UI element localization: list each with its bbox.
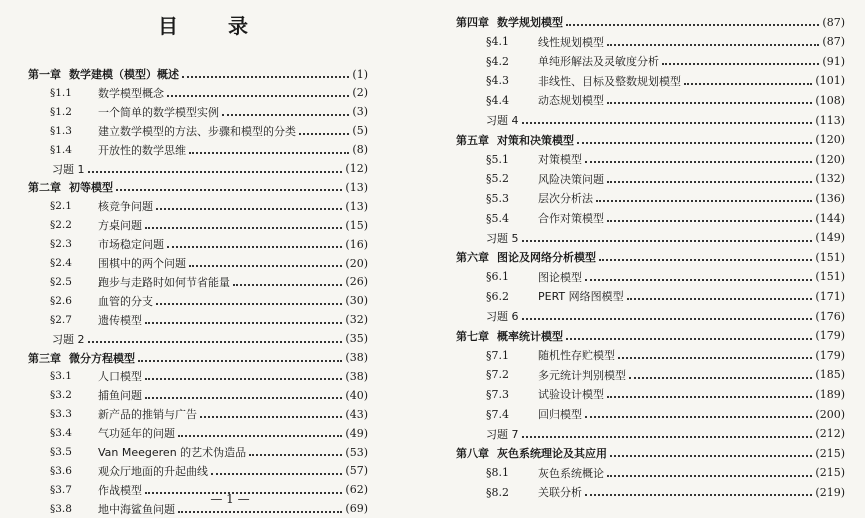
toc-entry-title: 围棋中的两个问题: [98, 257, 186, 270]
toc-entry-number: 第八章: [456, 447, 489, 461]
toc-entry-number: §2.5: [50, 275, 72, 288]
toc-entry-page: (215): [815, 466, 845, 480]
toc-entry-title: 遗传模型: [98, 313, 142, 327]
toc-section-row[interactable]: [456, 72, 845, 90]
toc-entry-number: §3.4: [50, 427, 72, 440]
toc-title-char-2: 录: [228, 14, 248, 38]
toc-entry-page: (136): [815, 191, 845, 205]
toc-entry-title: 捕鱼问题: [98, 389, 142, 403]
dot-leader: [585, 269, 812, 281]
toc-section-row[interactable]: [456, 385, 845, 403]
toc-entry-number: §8.2: [486, 485, 509, 499]
toc-entry-page: (120): [815, 133, 845, 147]
toc-entry-page: (13): [345, 180, 368, 194]
toc-entry-page: (87): [822, 15, 845, 29]
toc-exercise-row[interactable]: [28, 330, 368, 348]
toc-entry-number: §3.7: [50, 483, 72, 496]
toc-entry-page: (13): [345, 199, 368, 213]
toc-section-row[interactable]: [28, 122, 368, 140]
toc-entry-title: 回归模型: [538, 408, 582, 421]
toc-entry-page: (49): [345, 426, 368, 440]
toc-entry-page: (91): [822, 54, 845, 68]
toc-section-row[interactable]: [28, 292, 368, 310]
toc-section-row[interactable]: [456, 209, 845, 227]
toc-entry-number: §3.6: [50, 464, 72, 477]
toc-entry-page: (132): [815, 172, 845, 186]
toc-chapter-row[interactable]: [456, 444, 845, 462]
dot-leader: [156, 198, 342, 210]
toc-section-row[interactable]: [28, 462, 368, 480]
toc-entry-number: 第三章: [28, 351, 61, 365]
toc-chapter-row[interactable]: [456, 327, 845, 345]
toc-entry-number: 第六章: [456, 251, 489, 265]
toc-entry-title: 多元统计判别模型: [538, 368, 626, 382]
toc-entry-number: §1.3: [50, 124, 72, 137]
toc-entry-page: (212): [815, 427, 845, 441]
toc-entry-page: (120): [815, 152, 845, 166]
toc-entry-title: 图论模型: [538, 270, 582, 284]
toc-chapter-row[interactable]: [28, 178, 368, 196]
toc-entry-title: 灰色系统理论及其应用: [497, 447, 607, 461]
toc-chapter-row[interactable]: [28, 349, 368, 367]
toc-entry-page: (8): [352, 143, 368, 157]
toc-entry-number: §4.1: [486, 35, 509, 49]
dot-leader: [138, 350, 342, 362]
toc-section-row[interactable]: [456, 287, 845, 305]
toc-entry-page: (5): [352, 124, 368, 138]
toc-section-row[interactable]: [456, 346, 845, 364]
dot-leader: [116, 179, 342, 191]
toc-section-row[interactable]: [456, 464, 845, 482]
toc-section-row[interactable]: [28, 424, 368, 442]
toc-entry-title: Van Meegeren 的艺术伪造品: [98, 446, 247, 459]
toc-entry-number: §1.2: [50, 105, 72, 118]
dot-leader: [607, 465, 812, 477]
toc-entry-page: (15): [345, 218, 368, 232]
toc-section-row[interactable]: [456, 483, 845, 501]
toc-entry-title: 观众厅地面的升起曲线: [98, 464, 208, 478]
toc-entry-number: 第四章: [456, 16, 489, 29]
toc-entry-title: 人口模型: [98, 370, 142, 384]
dot-leader: [627, 288, 813, 300]
toc-entry-page: (38): [345, 351, 368, 364]
dot-leader: [607, 386, 812, 398]
toc-entry-number: §5.3: [486, 191, 509, 205]
toc-entry-page: (215): [815, 446, 845, 460]
toc-entry-page: (144): [815, 211, 845, 225]
toc-entry-title: 作战模型: [98, 483, 142, 497]
dot-leader: [156, 293, 342, 305]
toc-entry-title: 市场稳定问题: [98, 238, 164, 252]
dot-leader: [596, 190, 812, 202]
toc-section-row[interactable]: [28, 254, 368, 272]
dot-leader: [299, 123, 349, 135]
toc-entry-title: 习题 2: [52, 332, 85, 346]
toc-entry-title: 建立数学模型的方法、步骤和模型的分类: [98, 124, 296, 138]
toc-section-row[interactable]: [28, 405, 368, 423]
toc-chapter-row[interactable]: [456, 248, 845, 266]
dot-leader: [629, 367, 812, 379]
dot-leader: [585, 406, 812, 418]
toc-entry-page: (185): [815, 368, 845, 382]
toc-entry-page: (219): [815, 485, 845, 499]
toc-section-row[interactable]: [456, 405, 845, 423]
toc-section-row[interactable]: [28, 386, 368, 404]
toc-section-row[interactable]: [456, 91, 845, 109]
toc-entry-number: 第七章: [456, 329, 489, 343]
toc-entry-title: 非线性、目标及整数规划模型: [538, 74, 681, 88]
toc-entry-title: 气功延年的问题: [98, 427, 175, 441]
toc-entry-title: 层次分析法: [538, 192, 593, 206]
dot-leader: [222, 104, 349, 116]
toc-entry-number: 第一章: [28, 68, 61, 81]
toc-entry-page: (26): [345, 275, 368, 289]
dot-leader: [522, 308, 813, 320]
toc-entry-page: (200): [815, 407, 845, 421]
toc-entry-page: (32): [345, 313, 368, 327]
toc-entry-page: (40): [345, 388, 368, 402]
dot-leader: [607, 171, 812, 183]
toc-exercise-row[interactable]: [456, 111, 845, 129]
toc-entry-page: (62): [345, 483, 368, 497]
toc-entry-number: §7.4: [486, 407, 509, 421]
toc-entry-number: §2.1: [50, 200, 72, 213]
toc-entry-number: 第二章: [28, 181, 61, 195]
toc-entry-title: 随机性存贮模型: [538, 349, 615, 363]
toc-entry-page: (2): [352, 86, 368, 100]
toc-entry-page: (171): [815, 289, 845, 303]
toc-entry-number: §2.3: [50, 238, 72, 251]
toc-entry-page: (30): [345, 294, 368, 308]
dot-leader: [145, 312, 342, 324]
dot-leader: [607, 210, 812, 222]
toc-entry-page: (69): [345, 502, 368, 516]
toc-section-row[interactable]: [28, 197, 368, 215]
dot-leader: [167, 236, 342, 248]
toc-entry-number: §3.5: [50, 446, 72, 458]
toc-entry-page: (38): [345, 369, 368, 383]
toc-entry-title: 核竞争问题: [98, 200, 153, 214]
toc-section-row[interactable]: [456, 189, 845, 207]
toc-section-row[interactable]: [456, 150, 845, 168]
toc-entry-title: 线性规划模型: [538, 35, 604, 49]
dot-leader: [599, 249, 812, 261]
toc-entry-title: 新产品的推销与广告: [98, 408, 197, 422]
toc-entry-page: (53): [345, 445, 368, 459]
toc-entry-number: §5.1: [486, 152, 509, 166]
toc-entry-title: 习题 1: [52, 162, 85, 176]
toc-chapter-row[interactable]: [456, 13, 845, 31]
dot-leader: [200, 406, 342, 418]
toc-section-row[interactable]: [28, 84, 368, 102]
dot-leader: [585, 151, 812, 163]
toc-entry-page: (16): [345, 237, 368, 251]
toc-entry-page: (35): [345, 332, 368, 346]
toc-entry-title: 试验设计模型: [538, 388, 604, 402]
toc-entry-title: 微分方程模型: [69, 351, 135, 365]
toc-entry-title: 风险决策问题: [538, 172, 604, 186]
toc-entry-title: 合作对策模型: [538, 212, 604, 225]
toc-entry-title: 灰色系统概论: [538, 466, 604, 480]
toc-entry-page: (179): [815, 348, 845, 362]
dot-leader: [522, 426, 813, 438]
dot-leader: [211, 463, 342, 475]
dot-leader: [607, 34, 819, 46]
toc-entry-title: 地中海鲨鱼问题: [98, 502, 175, 516]
toc-entry-page: (1): [352, 67, 368, 81]
dot-leader: [167, 85, 349, 97]
toc-entry-page: (179): [815, 329, 845, 343]
toc-entry-title: 数学模型概念: [98, 86, 164, 100]
toc-entry-title: 数学规划模型: [497, 16, 563, 29]
toc-entry-page: (57): [345, 464, 368, 478]
toc-section-row[interactable]: [28, 235, 368, 253]
dot-leader: [566, 328, 812, 340]
toc-entry-number: §3.3: [50, 408, 72, 421]
dot-leader: [145, 387, 342, 399]
toc-entry-title: 单纯形解法及灵敏度分析: [538, 55, 659, 69]
toc-entry-page: (176): [815, 309, 845, 323]
dot-leader: [88, 331, 343, 343]
toc-entry-title: 血管的分支: [98, 294, 153, 308]
toc-entry-number: §2.6: [50, 294, 72, 307]
dot-leader: [249, 444, 342, 456]
toc-section-row[interactable]: [456, 33, 845, 51]
toc-entry-number: §4.2: [486, 54, 509, 68]
toc-entry-page: (151): [815, 250, 845, 264]
dot-leader: [522, 230, 813, 242]
toc-section-row[interactable]: [28, 216, 368, 234]
dot-leader: [610, 445, 812, 457]
toc-entry-page: (149): [815, 231, 845, 245]
toc-entry-title: 关联分析: [538, 486, 582, 500]
toc-entry-page: (113): [815, 113, 845, 127]
toc-exercise-row[interactable]: [456, 307, 845, 325]
toc-entry-number: §1.1: [50, 86, 72, 99]
toc-entry-page: (108): [815, 93, 845, 107]
toc-entry-number: §5.4: [486, 211, 509, 225]
toc-entry-title: 方桌问题: [98, 219, 142, 233]
toc-entry-number: §2.7: [50, 313, 72, 326]
dot-leader: [178, 425, 342, 437]
toc-entry-title: 对策模型: [538, 153, 582, 167]
dot-leader: [233, 274, 342, 286]
toc-entry-number: §3.2: [50, 389, 72, 402]
dot-leader: [145, 368, 342, 380]
dot-leader: [182, 66, 349, 78]
toc-section-row[interactable]: [28, 311, 368, 329]
toc-entry-number: §4.4: [486, 93, 509, 107]
toc-entry-number: §2.4: [50, 257, 72, 269]
toc-entry-title: 图论及网络分析模型: [497, 251, 596, 265]
toc-exercise-row[interactable]: [456, 425, 845, 443]
toc-entry-page: (3): [352, 105, 368, 119]
toc-entry-number: §5.2: [486, 172, 509, 186]
toc-section-row[interactable]: [28, 141, 368, 159]
toc-entry-title: 习题 4: [486, 114, 519, 127]
toc-entry-title: 概率统计模型: [497, 329, 563, 343]
toc-entry-page: (189): [815, 387, 845, 401]
dot-leader: [607, 92, 812, 104]
toc-chapter-row[interactable]: [456, 131, 845, 149]
toc-entry-title: 一个简单的数学模型实例: [98, 105, 219, 119]
toc-entry-page: (151): [815, 270, 845, 284]
toc-entry-title: 习题 7: [486, 427, 519, 441]
page-number-text: — 1 —: [210, 492, 250, 506]
toc-entry-page: (101): [815, 74, 845, 88]
dot-leader: [618, 347, 812, 359]
toc-entry-number: §4.3: [486, 74, 509, 88]
toc-entry-title: 数学建模（模型）概述: [69, 68, 179, 81]
toc-entry-number: §7.3: [486, 387, 509, 401]
dot-leader: [145, 217, 342, 229]
toc-section-row[interactable]: [28, 273, 368, 291]
toc-exercise-row[interactable]: [456, 229, 845, 247]
toc-section-row[interactable]: [456, 366, 845, 384]
toc-section-row[interactable]: [28, 367, 368, 385]
toc-entry-title: 习题 6: [486, 310, 519, 323]
toc-section-row[interactable]: [28, 443, 368, 461]
dot-leader: [684, 73, 812, 85]
toc-entry-number: §1.4: [50, 143, 72, 156]
toc-entry-title: PERT 网络图模型: [538, 290, 624, 304]
page-number: [0, 492, 340, 506]
toc-entry-title: 习题 5: [486, 231, 519, 245]
toc-entry-title: 对策和决策模型: [497, 133, 574, 147]
toc-title-char-1: 目: [158, 14, 178, 38]
toc-entry-number: §8.1: [486, 466, 509, 480]
toc-entry-page: (12): [345, 162, 368, 175]
toc-entry-title: 动态规划模型: [538, 94, 604, 108]
dot-leader: [189, 255, 342, 267]
dot-leader: [522, 112, 813, 124]
toc-entry-title: 跑步与走路时如何节省能量: [98, 275, 230, 289]
toc-entry-number: §6.2: [486, 289, 509, 303]
dot-leader: [577, 132, 812, 144]
dot-leader: [88, 161, 343, 173]
toc-entry-number: §7.1: [486, 348, 509, 362]
toc-entry-number: §3.1: [50, 370, 72, 383]
toc-section-row[interactable]: [456, 52, 845, 70]
toc-entry-page: (87): [822, 35, 845, 49]
toc-section-row[interactable]: [456, 170, 845, 188]
dot-leader: [662, 53, 819, 65]
toc-entry-number: 第五章: [456, 133, 489, 147]
toc-entry-title: 初等模型: [69, 181, 113, 195]
toc-entry-page: (20): [345, 256, 368, 270]
toc-entry-number: §2.2: [50, 219, 72, 232]
dot-leader: [189, 142, 349, 154]
toc-entry-number: §7.2: [486, 368, 509, 382]
toc-section-row[interactable]: [456, 268, 845, 286]
toc-exercise-row[interactable]: [28, 160, 368, 178]
toc-entry-title: 开放性的数学思维: [98, 143, 186, 157]
toc-entry-number: §3.8: [50, 502, 72, 515]
dot-leader: [566, 14, 819, 26]
toc-entry-page: (43): [345, 407, 368, 421]
toc-section-row[interactable]: [28, 103, 368, 121]
toc-chapter-row[interactable]: [28, 65, 368, 83]
toc-title: [158, 10, 248, 39]
toc-entry-number: §6.1: [486, 270, 509, 284]
dot-leader: [585, 484, 812, 496]
